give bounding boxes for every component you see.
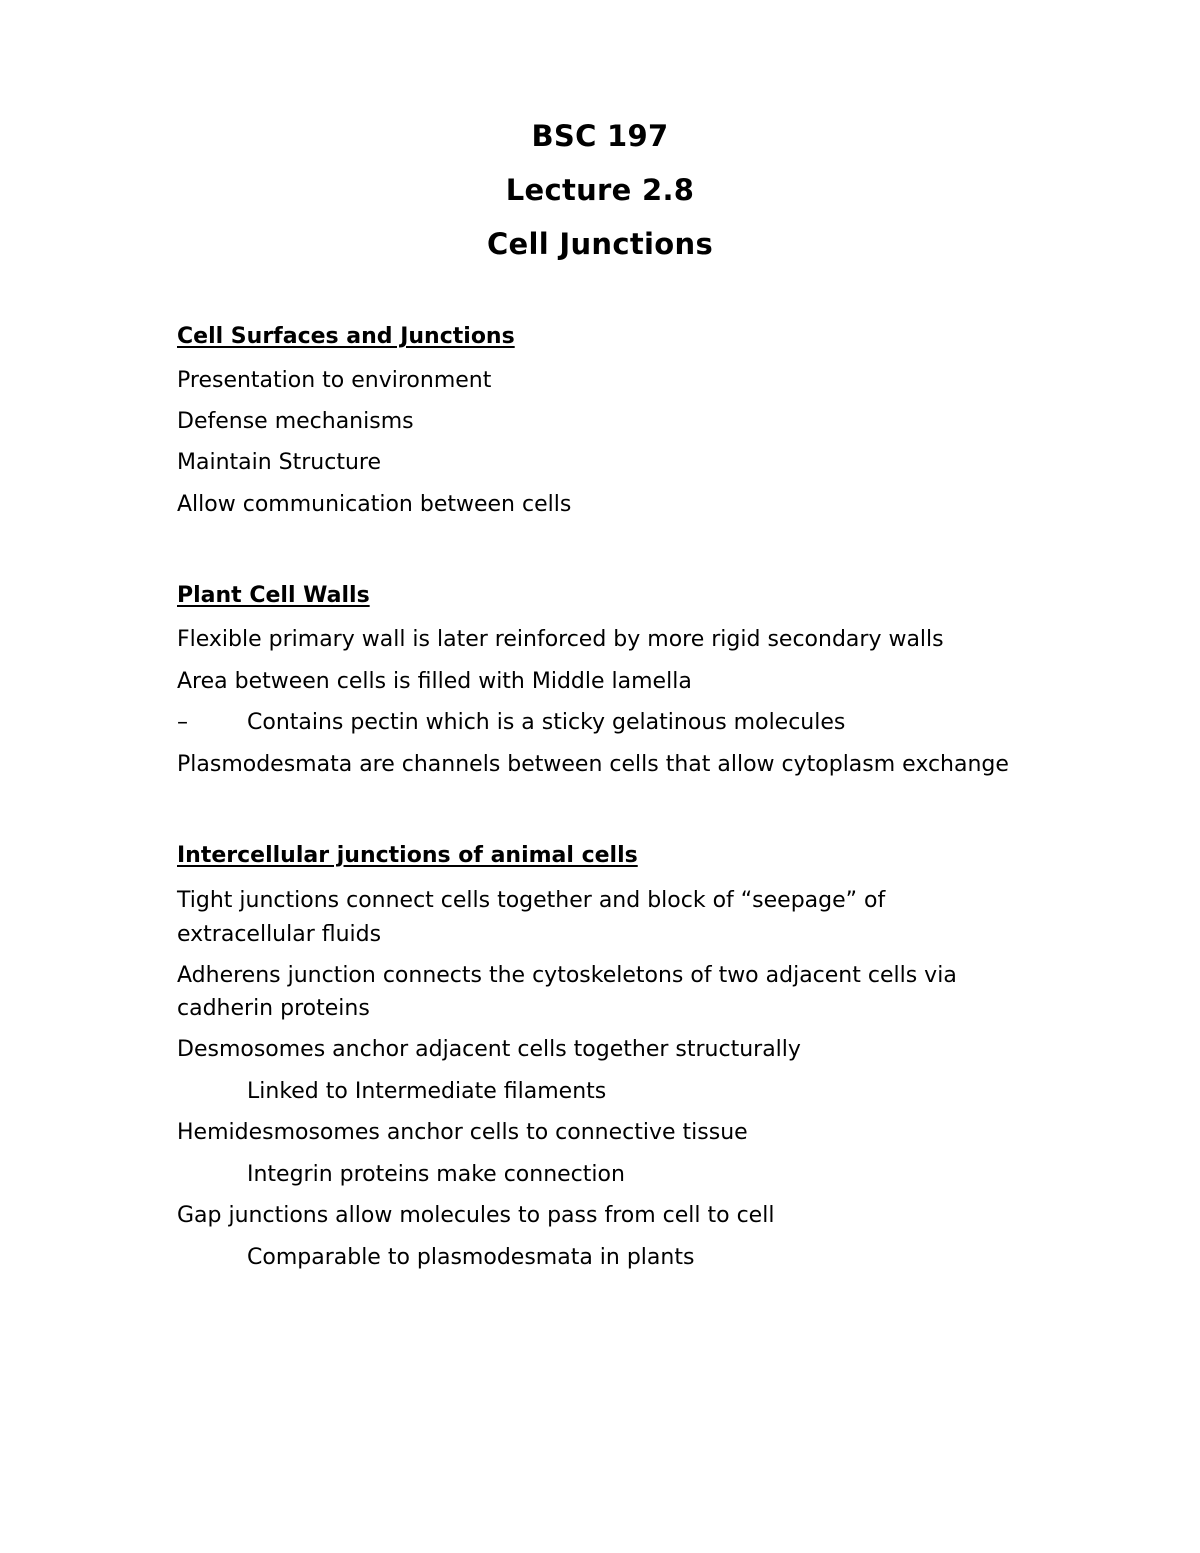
course-title: BSC 197 (531, 119, 669, 153)
list-item: Hemidesmosomes anchor cells to connective tissue (177, 1120, 748, 1145)
list-item: Adherens junction connects the cytoskeletons of two adjacent cells via (177, 963, 957, 988)
section-heading-intercellular-junctions: Intercellular junctions of animal cells (177, 843, 638, 868)
list-item: Contains pectin which is a sticky gelatinous molecules (247, 710, 846, 735)
lecture-topic: Cell Junctions (486, 227, 714, 261)
list-item: Presentation to environment (177, 368, 492, 393)
list-item: Comparable to plasmodesmata in plants (247, 1245, 695, 1270)
list-item: Area between cells is filled with Middle lamella (177, 669, 692, 694)
dash-bullet: – (177, 710, 188, 735)
list-item: extracellular fluids (177, 922, 382, 947)
lecture-number: Lecture 2.8 (505, 173, 695, 207)
list-item: Integrin proteins make connection (247, 1162, 625, 1187)
list-item: Desmosomes anchor adjacent cells together structurally (177, 1037, 801, 1062)
list-item: Plasmodesmata are channels between cells that allow cytoplasm exchange (177, 752, 1009, 777)
section-heading-plant-cell-walls: Plant Cell Walls (177, 583, 370, 608)
list-item: Allow communication between cells (177, 492, 572, 517)
list-item: Tight junctions connect cells together and block of “seepage” of (177, 888, 886, 913)
section-heading-cell-surfaces: Cell Surfaces and Junctions (177, 324, 515, 349)
list-item: Linked to Intermediate filaments (247, 1079, 607, 1104)
list-item: Maintain Structure (177, 450, 382, 475)
list-item: Flexible primary wall is later reinforced by more rigid secondary walls (177, 627, 944, 652)
list-item: cadherin proteins (177, 996, 370, 1021)
list-item: Gap junctions allow molecules to pass from cell to cell (177, 1203, 775, 1228)
list-item: Defense mechanisms (177, 409, 414, 434)
